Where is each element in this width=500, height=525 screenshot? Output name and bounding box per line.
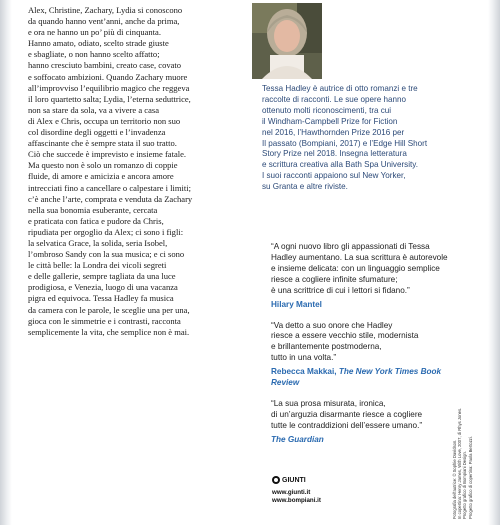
quote-line: tutte le contraddizioni dell’essere umano.” xyxy=(271,420,423,430)
synopsis-line: fluide, di amore e amicizia e ancora amore xyxy=(28,171,174,182)
quote-line: di un’arguzia disarmante riesce a cogliere xyxy=(271,410,423,420)
bio-line: Story Prize nel 2018. Insegna letteratura xyxy=(262,149,407,159)
synopsis-line: gioca con le simmetrie e i contrasti, racconta xyxy=(28,315,181,326)
credit-line: Progetto grafico di copertina: Paola Bertozzi. xyxy=(467,436,473,519)
synopsis-line: la selvatica Grace, la solida, seria Isobel, xyxy=(28,237,168,248)
left-page-edge xyxy=(0,0,12,525)
quote-source xyxy=(271,299,461,310)
quote-line: riesce a cogliere infinite sfumature; xyxy=(271,274,398,284)
quote-line: “La sua prosa misurata, ironica, xyxy=(271,399,386,409)
publisher-block xyxy=(272,476,321,505)
quote-line: riesce a essere vecchio stile, modernista xyxy=(271,331,419,341)
giunti-logo-icon xyxy=(272,476,280,484)
synopsis-line: non sa stare da sola, va a vivere a casa xyxy=(28,104,159,115)
publisher-logo-text: GIUNTI xyxy=(282,476,306,484)
quote-line: e insieme delicata: con un linguaggio semplice xyxy=(271,263,440,273)
publisher-logo xyxy=(272,476,321,484)
synopsis-line: Hanno amato, odiato, scelto strade giuste xyxy=(28,38,169,49)
review-quote xyxy=(271,399,461,445)
quote-line: e brillantemente postmoderna, xyxy=(271,342,382,352)
book-synopsis xyxy=(28,5,246,338)
author-photo xyxy=(252,3,322,79)
synopsis-line: prodigiosa, e Venezia, luogo di una vacanza xyxy=(28,282,178,293)
synopsis-line: semplicemente la vita, che semplice non è mai. xyxy=(28,326,190,337)
quote-line: tutto in una volta.” xyxy=(271,353,337,363)
quote-source xyxy=(271,434,461,445)
synopsis-line: Ciò che succede è imprevisto e insieme fatale. xyxy=(28,149,187,160)
synopsis-line: pigra ed equivoca. Tessa Hadley fa musica xyxy=(28,293,174,304)
quote-source-publication: The New York Times Book Review xyxy=(271,367,442,388)
quote-line: “A ogni nuovo libro gli appassionati di Tessa xyxy=(271,242,430,251)
publisher-url: www.bompiani.it xyxy=(272,497,321,504)
quote-source xyxy=(271,366,461,388)
bio-line: ottenuto molti riconoscimenti, tra cui xyxy=(262,105,392,115)
synopsis-line: intrecciati fino a cancellare o calpestare i limiti; xyxy=(28,182,192,193)
bio-line: su Granta e altre riviste. xyxy=(262,182,348,192)
bio-line: Il passato (Bompiani, 2017) e l’Edge Hill Short xyxy=(262,138,428,148)
synopsis-line: da quando hanno vent’anni, anche da prima, xyxy=(28,16,180,27)
review-quote xyxy=(271,321,461,389)
synopsis-line: da camera con le parole, le sceglie una per una, xyxy=(28,304,190,315)
bio-line: nel 2016, l’Hawthornden Prize 2016 per xyxy=(262,127,405,137)
review-quote xyxy=(271,242,461,310)
synopsis-line: e praticata con fatica e pudore da Chris, xyxy=(28,215,164,226)
credit-line: Progetto grafico di Bompiani Design. xyxy=(462,451,468,519)
bio-line: I suoi racconti appaiono sul New Yorker, xyxy=(262,171,406,181)
synopsis-line: col disordine degli oggetti e l’invadenza xyxy=(28,127,166,138)
synopsis-line: nella sua bonomia esuberante, cercata xyxy=(28,204,158,215)
synopsis-line: c’è anche l’arte, comprata e venduta da Zachary xyxy=(28,193,193,204)
quote-line: Hadley aumentano. La sua scrittura è autorevole xyxy=(271,252,448,262)
synopsis-line: Ma questo non è solo un romanzo di coppie xyxy=(28,160,178,171)
bio-line: e scrittura creativa alla Bath Spa University. xyxy=(262,160,418,170)
synopsis-line: e sbagliate, o non hanno scelto affatto; xyxy=(28,49,160,60)
author-portrait-image xyxy=(252,3,322,79)
credit-line: In copertina: Henry James, With Love, 2007, di Rhys Jones. xyxy=(457,407,463,519)
synopsis-line: Alex, Christine, Zachary, Lydia si conoscono xyxy=(28,5,183,15)
quote-source-name: Hilary Mantel xyxy=(271,299,322,309)
bio-line: Tessa Hadley è autrice di otto romanzi e tre xyxy=(262,84,418,93)
quote-line: “Va detto a suo onore che Hadley xyxy=(271,320,393,330)
review-quotes xyxy=(271,242,461,456)
author-bio xyxy=(262,84,462,193)
synopsis-line: e delle gallerie, sempre tagliata da una luce xyxy=(28,271,176,282)
synopsis-line: affascinante che è sempre stata il suo tratto. xyxy=(28,138,177,149)
quote-source-name: Rebecca Makkai, xyxy=(271,367,339,377)
right-page-edge xyxy=(488,0,500,525)
synopsis-line: all’improvviso l’equilibrio magico che reggeva xyxy=(28,82,190,93)
quote-source-publication: The Guardian xyxy=(271,434,324,444)
synopsis-line: di Alex e Chris, occupa un territorio non suo xyxy=(28,115,181,126)
quote-line: è una scrittrice di cui i lettori si fidano.” xyxy=(271,285,410,295)
bio-line: il Windham-Campbell Prize for Fiction xyxy=(262,116,398,126)
credit-line: Fotografia dell’autrice: © Sophie Davidson. xyxy=(452,439,457,519)
synopsis-line: e ora ne hanno un po’ più di cinquanta. xyxy=(28,27,161,38)
synopsis-line: le città belle: la Londra dei vicoli segreti xyxy=(28,260,167,271)
synopsis-line: il loro quartetto salta; Lydia, l’eterna seduttrice, xyxy=(28,93,191,104)
publisher-url: www.giunti.it xyxy=(272,489,311,496)
synopsis-line: e soffocato ambizioni. Quando Zachary muore xyxy=(28,71,188,82)
cover-credits xyxy=(452,369,473,519)
synopsis-line: ripudiata per orgoglio da Alex; ci sono i figli: xyxy=(28,226,184,237)
synopsis-line: l’ombroso Sandy con la sua musica; e ci sono xyxy=(28,249,185,260)
bio-line: raccolte di racconti. Le sue opere hanno xyxy=(262,94,406,104)
synopsis-line: hanno cresciuto bambini, creato case, covato xyxy=(28,60,182,71)
